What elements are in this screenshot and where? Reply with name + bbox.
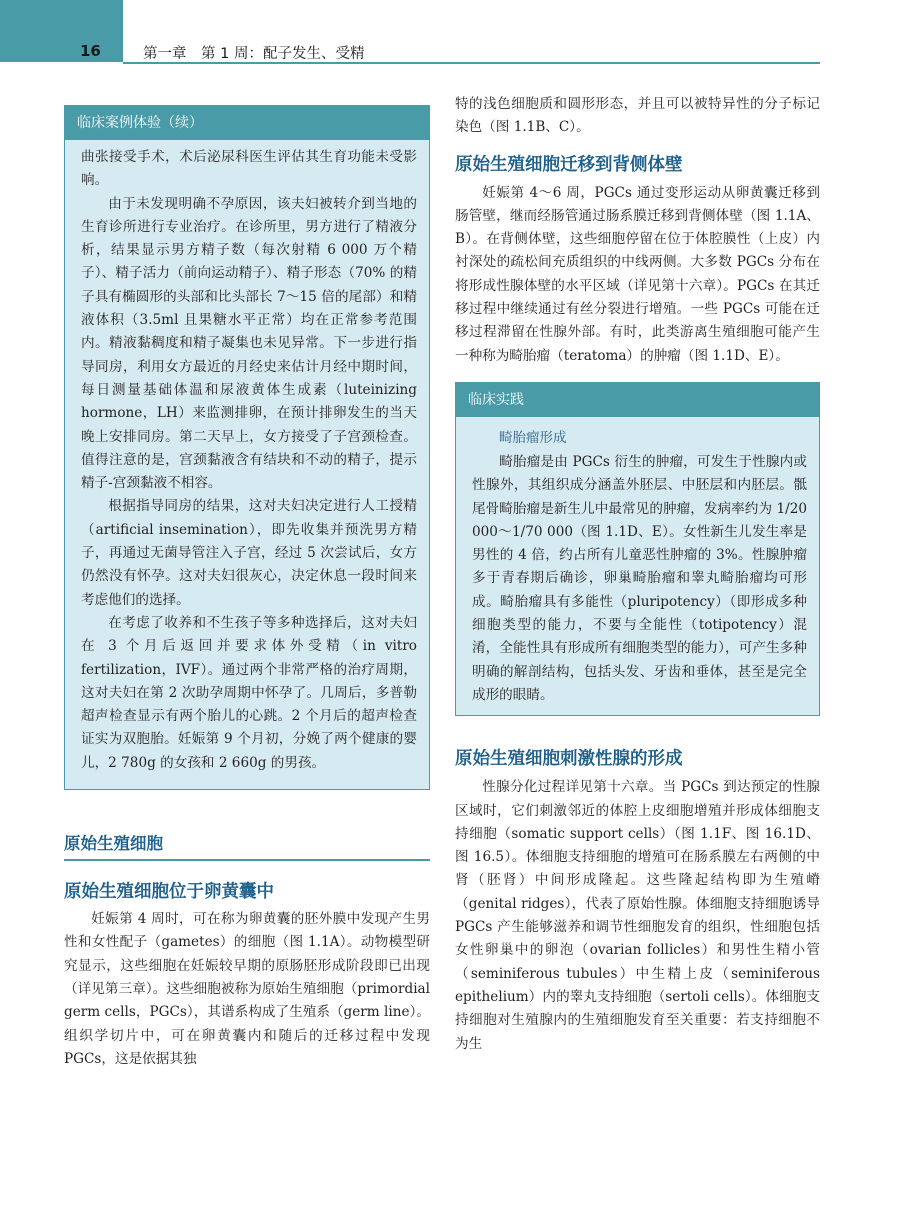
teratoma-paragraph: 畸胎瘤是由 PGCs 衍生的肿瘤，可发生于性腺内或性腺外，其组织成分涵盖外胚层、中胚层和内胚层。骶尾骨畸胎瘤是新生儿中最常见的肿瘤，发病率约为 1/20 000～1/70 000（图 1.1D、E）。女性新生儿发生率是男性的 4 倍，约占所有儿童恶性肿瘤的 3%。性腺肿瘤多于青春期后确诊，卵巢畸胎瘤和睾丸畸胎瘤均可形成。畸胎瘤具有多能性（pluripotency）（即形成多种细胞类型的能力，不要与全能性（totipotency）混淆，全能性具有形成所有细胞类型的能力），可产生多种明确的解剖结构，包括头发、牙齿和垂体，甚至是完全成形的眼睛。 [472, 453, 807, 703]
subheading-migration: 原始生殖细胞迁移到背侧体壁 [455, 154, 683, 175]
clinical-practice-box-body [456, 417, 819, 715]
migration-paragraph: 妊娠第 4～6 周，PGCs 通过变形运动从卵黄囊迁移到肠管壁，继而经肠管通过肠系膜迁移到背侧体壁（图 1.1A、B）。在背侧体壁，这些细胞停留在位于体腔膜性（上皮）内衬深处的疏松间充质组织的中线两侧。大多数 PGCs 分布在将形成性腺体壁的水平区域（详见第十六章）。PGCs 在其迁移过程中继续通过有丝分裂进行增殖。一些 PGCs 可能在迁移过程滞留在性腺外部。有时，此类游离生殖细胞可能产生一种称为畸胎瘤（teratoma）的肿瘤（图 1.1D、E）。 [455, 184, 820, 364]
continuation-paragraph: 特的浅色细胞质和圆形形态，并且可以被特异性的分子标记染色（图 1.1B、C）。 [455, 96, 820, 136]
case-paragraph-2: 由于未发现明确不孕原因，该夫妇被转介到当地的生育诊所进行专业治疗。在诊所里，男方进行了精液分析，结果显示男方精子数（每次射精 6 000 万个精子）、精子活力（前向运动精子）、精子形态（70% 的精子具有椭圆形的头部和比头部长 7～15 倍的尾部）和精液体积（3.5ml 且果糖水平正常）均在正常参考范围内。精液黏稠度和精子凝集也未见异常。下一步进行指导同房，利用女方最近的月经史来估计月经中期时间，每日测量基础体温和尿液黄体生成素（luteinizing hormone，LH）来监测排卵，在预计排卵发生的当天晚上安排同房。第二天早上，女方接受了子宫颈检查。值得注意的是，宫颈黏液含有结块和不动的精子，提示精子-宫颈黏液不相容。 [81, 195, 417, 492]
left-column [64, 105, 430, 1071]
clinical-case-box-title: 临床案例体验（续） [65, 106, 429, 140]
yolk-sac-paragraph: 妊娠第 4 周时，可在称为卵黄囊的胚外膜中发现产生男性和女性配子（gametes）的细胞（图 1.1A）。动物模型研究显示，这些细胞在妊娠较早期的原肠胚形成阶段即已出现（详见第三章）。这些细胞被称为原始生殖细胞（primordial germ cells，PGCs），其谱系构成了生殖系（germ line）。组织学切片中，可在卵黄囊内和随后的迁移过程中发现 PGCs，这是依据其独 [64, 911, 430, 1067]
clinical-practice-box [455, 382, 820, 716]
page-number: 16 [80, 42, 101, 60]
gonad-formation-paragraph: 性腺分化过程详见第十六章。当 PGCs 到达预定的性腺区域时，它们刺激邻近的体腔上皮细胞增殖并形成体细胞支持细胞（somatic support cells）（图 1.1F、图 16.1D、图 16.5）。体细胞支持细胞的增殖可在肠系膜左右两侧的中肾（胚肾）中间形成隆起。这些隆起结构即为生殖嵴（genital ridges），代表了原始性腺。体细胞支持细胞诱导 PGCs 产生能够滋养和调节性细胞发育的组织，性细胞包括女性卵巢中的卵泡（ovarian follicles）和男性生精小管（seminiferous tubules）中生精上皮（seminiferous epithelium）内的睾丸支持细胞（sertoli cells）。体细胞支持细胞对生殖腺内的生殖细胞发育至关重要：若支持细胞不为生 [455, 779, 820, 1052]
clinical-case-box-body [65, 140, 429, 789]
header-rule [123, 62, 820, 64]
header-color-block [0, 0, 123, 62]
case-paragraph-4: 在考虑了收养和不生孩子等多种选择后，这对夫妇在 3 个月后返回并要求体外受精（in vitro fertilization，IVF）。通过两个非常严格的治疗周期，这对夫妇在第 2 次助孕周期中怀孕了。几周后，多普勒超声检查显示有两个胎儿的心跳。2 个月后的超声检查证实为双胞胎。妊娠第 9 个月初，分娩了两个健康的婴儿，2 780g 的女孩和 2 660g 的男孩。 [81, 614, 417, 771]
right-column [455, 93, 820, 1056]
subheading-yolk-sac: 原始生殖细胞位于卵黄囊中 [64, 882, 274, 903]
teratoma-subtitle: 畸胎瘤形成 [499, 429, 567, 446]
subheading-gonad-formation: 原始生殖细胞刺激性腺的形成 [455, 749, 683, 770]
clinical-practice-box-title: 临床实践 [456, 383, 819, 417]
case-paragraph-1: 曲张接受手术，术后泌尿科医生评估其生育功能未受影响。 [81, 149, 417, 189]
section-heading-pgc: 原始生殖细胞 [64, 830, 430, 861]
case-paragraph-3: 根据指导同房的结果，这对夫妇决定进行人工授精（artificial insemination），即先收集并预洗男方精子，再通过无菌导管注入子宫，经过 5 次尝试后，女方仍然没有怀孕。这对夫妇很灰心，决定休息一段时间来考虑他们的选择。 [81, 498, 417, 608]
clinical-case-box [64, 105, 430, 790]
running-head: 第一章 第 1 周：配子发生、受精 [143, 46, 365, 62]
